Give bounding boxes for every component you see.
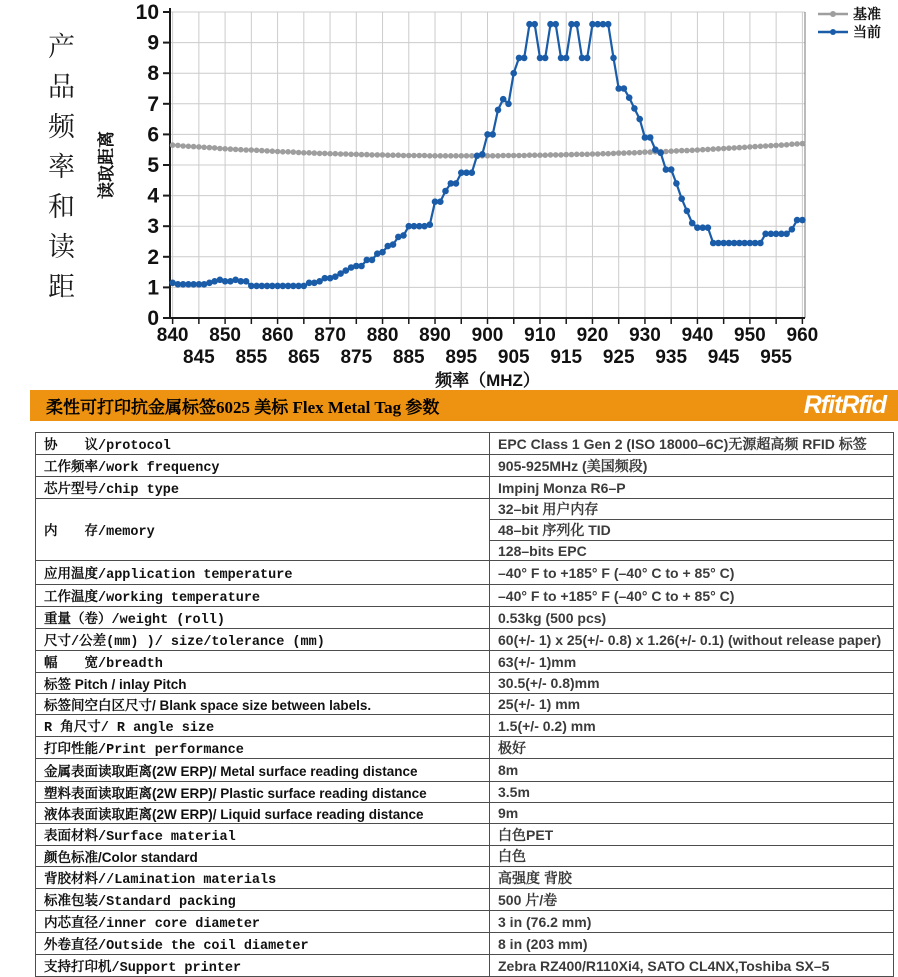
spec-label-cell: R 角尺寸/ R angle size [36, 715, 490, 737]
svg-text:850: 850 [209, 325, 241, 346]
svg-text:880: 880 [366, 325, 399, 346]
table-row [36, 824, 894, 846]
svg-text:2: 2 [147, 245, 159, 269]
svg-text:905: 905 [497, 347, 530, 368]
svg-text:885: 885 [392, 347, 425, 368]
svg-text:7: 7 [147, 92, 159, 116]
svg-text:875: 875 [340, 347, 373, 368]
spec-value-cell: –40° F to +185° F (–40° C to + 85° C) [490, 561, 894, 585]
table-row [36, 499, 894, 520]
table-row [36, 955, 894, 977]
spec-value-cell: 30.5(+/- 0.8)mm [490, 673, 894, 694]
spec-label-cell: 液体表面读取距离(2W ERP)/ Liquid surface reading distance [36, 803, 490, 824]
table-row [36, 715, 894, 737]
spec-value-cell: 32–bit 用户内存 [490, 499, 894, 520]
spec-label-cell: 表面材料/Surface material [36, 824, 490, 846]
svg-text:955: 955 [760, 347, 792, 368]
table-row [36, 477, 894, 499]
spec-label-cell: 外卷直径/Outside the coil diameter [36, 933, 490, 955]
svg-text:当前: 当前 [853, 24, 881, 40]
svg-text:1: 1 [147, 276, 159, 300]
frequency-distance-chart [0, 0, 898, 392]
spec-value-cell: 128–bits EPC [490, 541, 894, 561]
spec-value-cell: 0.53kg (500 pcs) [490, 607, 894, 629]
spec-label-cell: 塑料表面读取距离(2W ERP)/ Plastic surface reading distance [36, 782, 490, 803]
spec-label-cell: 芯片型号/chip type [36, 477, 490, 499]
svg-text:4: 4 [147, 184, 159, 208]
svg-text:925: 925 [602, 347, 635, 368]
spec-label-cell: 应用温度/application temperature [36, 561, 490, 585]
grid-lines [170, 12, 805, 318]
svg-text:900: 900 [471, 325, 504, 346]
spec-label-cell: 标准包装/Standard packing [36, 889, 490, 911]
spec-label-cell: 工作频率/work frequency [36, 455, 490, 477]
spec-label-cell: 工作温度/working temperature [36, 585, 490, 607]
spec-label-cell: 内芯直径/inner core diameter [36, 911, 490, 933]
spec-value-cell: Zebra RZ400/R110Xi4, SATO CL4NX,Toshiba SX–5 [490, 955, 894, 977]
table-row [36, 782, 894, 803]
spec-label-cell: 尺寸/公差(mm) )/ size/tolerance (mm) [36, 629, 490, 651]
spec-label-cell: 重量（卷）/weight (roll) [36, 607, 490, 629]
spec-value-cell: 极好 [490, 737, 894, 759]
svg-text:8: 8 [147, 62, 159, 86]
spec-label-cell: 协 议/protocol [36, 433, 490, 455]
svg-text:10: 10 [135, 1, 159, 24]
spec-label-cell: 标签间空白区尺寸/ Blank space size between labels. [36, 694, 490, 715]
spec-value-cell: 60(+/- 1) x 25(+/- 0.8) x 1.26(+/- 0.1) (without release paper) [490, 629, 894, 651]
spec-value-cell: Impinj Monza R6–P [490, 477, 894, 499]
y-axis-ticks [136, 1, 170, 330]
svg-text:935: 935 [655, 347, 688, 368]
spec-value-cell: 白色 [490, 846, 894, 867]
svg-text:895: 895 [445, 347, 478, 368]
table-row [36, 911, 894, 933]
spec-value-cell: 25(+/- 1) mm [490, 694, 894, 715]
svg-text:915: 915 [550, 347, 583, 368]
table-row [36, 737, 894, 759]
svg-text:860: 860 [261, 325, 294, 346]
spec-label-cell: 打印性能/Print performance [36, 737, 490, 759]
spec-label-cell: 内 存/memory [36, 499, 490, 561]
spec-value-cell: 48–bit 序列化 TID [490, 520, 894, 541]
svg-text:960: 960 [786, 325, 819, 346]
spec-value-cell: 63(+/- 1)mm [490, 651, 894, 673]
spec-label-cell: 颜色标准/Color standard [36, 846, 490, 867]
svg-text:910: 910 [524, 325, 556, 346]
svg-text:0: 0 [147, 307, 159, 330]
svg-text:6: 6 [147, 123, 159, 147]
table-row [36, 694, 894, 715]
svg-text:930: 930 [629, 325, 661, 346]
spec-label-cell: 支持打印机/Support printer [36, 955, 490, 977]
spec-table-body [36, 433, 894, 977]
table-row [36, 455, 894, 477]
spec-value-cell: 高强度 背胶 [490, 867, 894, 889]
svg-text:845: 845 [183, 347, 215, 368]
svg-text:5: 5 [147, 154, 159, 177]
x-axis-title: 频率（MHZ） [435, 371, 540, 390]
table-row [36, 889, 894, 911]
svg-text:865: 865 [287, 347, 320, 368]
spec-value-cell: 3 in (76.2 mm) [490, 911, 894, 933]
spec-value-cell: 1.5(+/- 0.2) mm [490, 715, 894, 737]
spec-label-cell: 标签 Pitch / inlay Pitch [36, 673, 490, 694]
spec-value-cell: 3.5m [490, 782, 894, 803]
svg-text:9: 9 [147, 31, 159, 55]
spec-value-cell: 8m [490, 759, 894, 782]
spec-label-cell: 背胶材料//Lamination materials [36, 867, 490, 889]
svg-text:870: 870 [314, 325, 346, 346]
spec-value-cell: 9m [490, 803, 894, 824]
page-side-title: 产品频率和读距 [44, 32, 74, 312]
spec-value-cell: EPC Class 1 Gen 2 (ISO 18000–6C)无源超高频 RFID 标签 [490, 433, 894, 455]
table-row [36, 673, 894, 694]
table-row [36, 803, 894, 824]
x-axis-ticks [157, 318, 818, 368]
table-row [36, 607, 894, 629]
spec-value-cell: 905-925MHz (美国频段) [490, 455, 894, 477]
svg-text:基准: 基准 [853, 6, 881, 22]
svg-text:855: 855 [235, 347, 268, 368]
spec-table [35, 432, 894, 977]
svg-text:940: 940 [681, 325, 714, 346]
brand-logo: RfitRfid [803, 391, 886, 419]
table-row [36, 846, 894, 867]
spec-value-cell: –40° F to +185° F (–40° C to + 85° C) [490, 585, 894, 607]
table-row [36, 651, 894, 673]
table-row [36, 933, 894, 955]
spec-value-cell: 8 in (203 mm) [490, 933, 894, 955]
spec-label-cell: 幅 宽/breadth [36, 651, 490, 673]
svg-text:920: 920 [576, 325, 609, 346]
table-row [36, 585, 894, 607]
table-row [36, 433, 894, 455]
table-row [36, 561, 894, 585]
section-banner [30, 390, 898, 421]
spec-label-cell: 金属表面读取距离(2W ERP)/ Metal surface reading distance [36, 759, 490, 782]
chart-legend [818, 6, 881, 40]
table-row [36, 867, 894, 889]
table-row [36, 629, 894, 651]
chart-canvas [0, 0, 898, 392]
svg-text:945: 945 [707, 347, 740, 368]
banner-title: 柔性可打印抗金属标签6025 美标 Flex Metal Tag 参数 [46, 398, 440, 417]
y-axis-title: 读取距离 [97, 131, 116, 199]
svg-text:890: 890 [419, 325, 451, 346]
svg-text:950: 950 [734, 325, 766, 346]
svg-text:3: 3 [147, 215, 159, 239]
svg-text:840: 840 [156, 325, 189, 346]
table-row [36, 759, 894, 782]
spec-value-cell: 白色PET [490, 824, 894, 846]
spec-value-cell: 500 片/卷 [490, 889, 894, 911]
